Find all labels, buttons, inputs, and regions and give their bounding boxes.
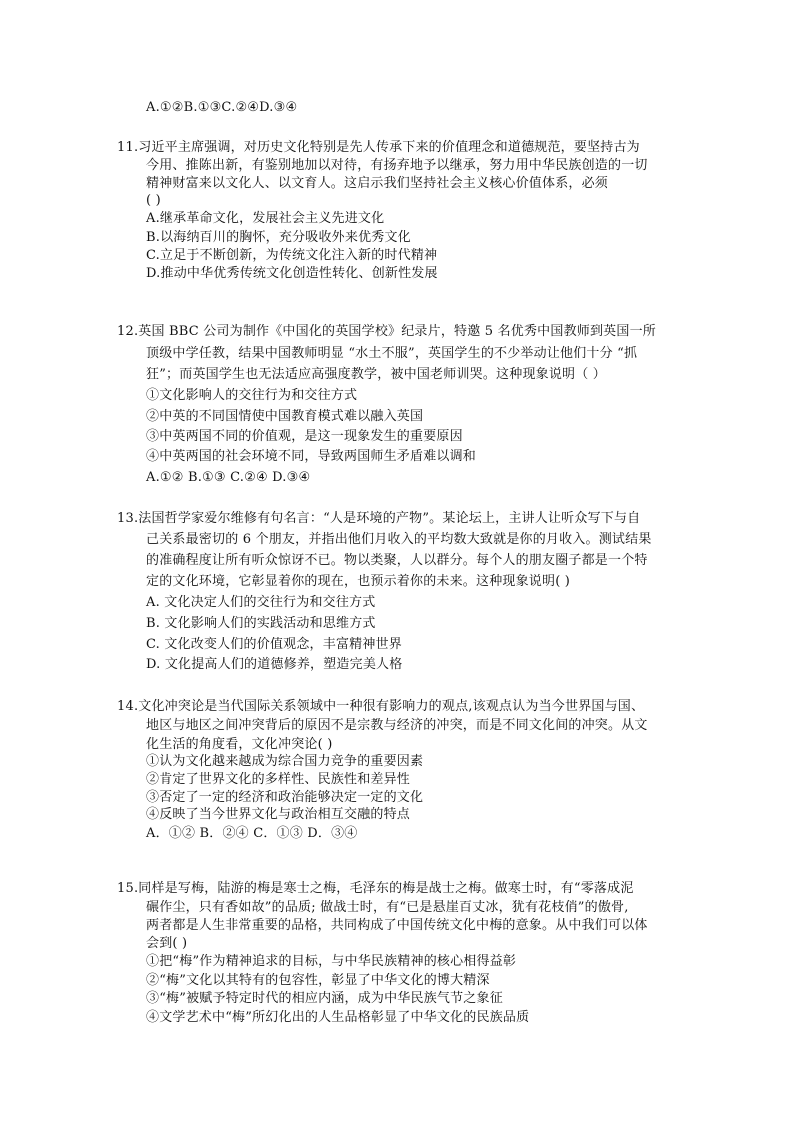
q12-item-1: ①文化影响人的交往行为和交往方式 [146,388,358,403]
q14-item-2: ②肯定了世界文化的多样性、民族性和差异性 [146,772,411,787]
q14-options: A．①② B．②④ C．①③ D．③④ [146,826,358,841]
q11-stem-line-3: 精神财富来以文化人、以文育人。这启示我们坚持社会主义核心价值体系，必须 [146,176,609,191]
q15-stem-line-1: 15.同样是写梅，陆游的梅是寒士之梅，毛泽东的梅是战士之梅。做寒士时，有“零落成泥 [117,881,634,896]
q12-stem-line-1: 12.英国 BBC 公司为制作《中国化的英国学校》纪录片，特邀 5 名优秀中国教师到英国一所 [117,324,656,339]
q14-stem-line-2: 地区与地区之间冲突背后的原因不是宗教与经济的冲突，而是不同文化间的冲突。从文 [146,718,648,733]
q13-option-d: D. 文化提高人们的道德修养，塑造完美人格 [146,657,403,672]
q14-item-4: ④反映了当今世界文化与政治相互交融的特点 [146,807,411,822]
q15-item-3: ③“梅”被赋予特定时代的相应内涵，成为中华民族气节之象征 [146,991,503,1006]
q15-stem-line-3: 两者都是人生非常重要的品格，共同构成了中国传统文化中梅的意象。从中我们可以体 [146,918,648,933]
q12-options: A.①② B.①③ C.②④ D.③④ [146,470,311,485]
q15-item-4: ④文学艺术中“梅”所幻化出的人生品格彰显了中华文化的民族品质 [146,1010,530,1025]
q13-option-c: C. 文化改变人们的价值观念，丰富精神世界 [146,637,402,652]
q11-option-b: B.以海纳百川的胸怀，充分吸收外来优秀文化 [146,230,411,245]
q11-option-c: C.立足于不断创新，为传统文化注入新的时代精神 [146,248,438,263]
q11-option-d: D.推动中华优秀传统文化创造性转化、创新性发展 [146,266,438,281]
q15-item-2: ②“梅”文化以其特有的包容性，彰显了中华文化的博大精深 [146,973,490,988]
q13-option-b: B. 文化影响人们的实践活动和思维方式 [146,616,376,631]
q12-stem-line-3: 狂”；而英国学生也无法适应高强度教学，被中国老师训哭。这种现象说明（ ） [146,367,606,382]
q13-option-a: A. 文化决定人们的交往行为和交往方式 [146,595,376,610]
q13-stem-line-4: 定的文化环境，它彰显着你的现在，也预示着你的未来。这种现象说明( ) [146,574,571,589]
q11-stem-line-1: 11.习近平主席强调，对历史文化特别是先人传承下来的价值理念和道德规范，要坚持古为 [117,140,640,155]
q14-item-1: ①认为文化越来越成为综合国力竞争的重要因素 [146,754,424,769]
q14-stem-line-1: 14.文化冲突论是当代国际关系领域中一种很有影响力的观点,该观点认为当今世界国与国、 [117,699,645,714]
q15-stem-line-4: 会到( ) [146,936,188,951]
q12-stem-line-2: 顶级中学任教，结果中国教师明显 “水土不服”，英国学生的不少举动让他们十分 “抓 [146,346,638,361]
q12-item-2: ②中英的不同国情使中国教育模式难以融入英国 [146,409,424,424]
q13-stem-line-3: 的准确程度让所有听众惊讶不已。物以类聚，人以群分。每个人的朋友圈子都是一个特 [146,553,648,568]
q15-stem-line-2: 碾作尘，只有香如故”的品质; 做战士时，有“已是悬崖百丈冰，犹有花枝俏”的傲骨, [146,900,629,915]
q12-item-4: ④中英两国的社会环境不同，导致两国师生矛盾难以调和 [146,449,477,464]
q13-stem-line-2: 己关系最密切的 6 个朋友，并指出他们月收入的平均数大致就是你的月收入。测试结果 [146,532,652,547]
q10-options: A.①②B.①③C.②④D.③④ [146,100,298,115]
q13-stem-line-1: 13.法国哲学家爱尔维修有句名言：“人是环境的产物”。某论坛上，主讲人让听众写下与自 [117,511,641,526]
q11-stem-line-2: 今用、推陈出新，有鉴别地加以对待，有扬弃地予以继承，努力用中华民族创造的一切 [146,158,648,173]
q14-stem-line-3: 化生活的角度看，文化冲突论( ) [146,737,333,752]
q14-item-3: ③否定了一定的经济和政治能够决定一定的文化 [146,790,424,805]
q12-item-3: ③中英两国不同的价值观，是这一现象发生的重要原因 [146,429,463,444]
q15-item-1: ①把“梅”作为精神追求的目标，与中华民族精神的核心相得益彰 [146,954,517,969]
q11-stem-line-4: ( ) [146,193,161,208]
q11-option-a: A.继承革命文化，发展社会主义先进文化 [146,211,385,226]
